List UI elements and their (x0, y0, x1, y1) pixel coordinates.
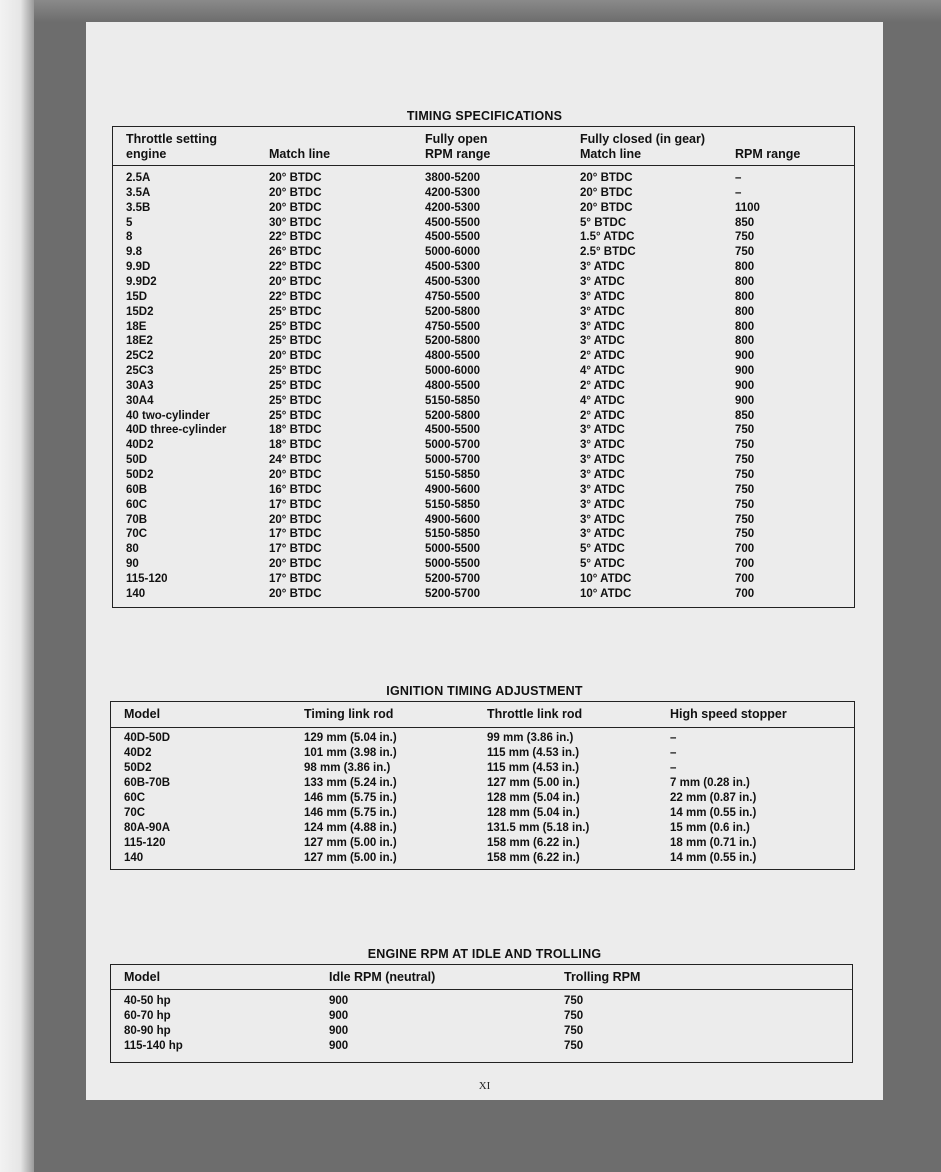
table-cell: 20° BTDC (269, 558, 322, 571)
table-cell: 70C (124, 807, 146, 819)
ignition-table (110, 701, 855, 870)
header-high-speed-stopper: High speed stopper (670, 707, 787, 721)
table-cell: 70B (126, 513, 148, 526)
table-row (113, 276, 854, 291)
table-cell: 20° BTDC (269, 469, 322, 481)
table-cell: 900 (735, 350, 755, 363)
table-row (113, 439, 854, 454)
table-cell: 14 mm (0.55 in.) (670, 852, 757, 864)
table-row (111, 792, 854, 807)
table-cell: 3° ATDC (580, 483, 625, 496)
table-cell: 20° BTDC (580, 172, 633, 184)
table-cell: 40-50 hp (124, 995, 171, 1007)
table-cell: 22 mm (0.87 in.) (670, 792, 757, 804)
idle-table-title: ENGINE RPM AT IDLE AND TROLLING (367, 947, 602, 961)
table-cell: 1.5° ATDC (580, 231, 635, 244)
table-cell: 7 mm (0.28 in.) (670, 777, 750, 789)
table-row (113, 469, 854, 484)
table-cell: 3° ATDC (580, 335, 625, 348)
table-cell: 900 (329, 1040, 349, 1052)
table-cell: – (670, 732, 677, 744)
table-cell: 146 mm (5.75 in.) (304, 807, 397, 819)
table-row (113, 231, 854, 246)
table-cell: 2° ATDC (580, 379, 625, 392)
table-cell: 3° ATDC (580, 528, 625, 541)
table-cell: – (670, 747, 677, 759)
table-cell: 5° ATDC (580, 543, 625, 556)
table-cell: 700 (735, 558, 755, 571)
table-cell: 4500-5300 (425, 275, 480, 288)
table-cell: 115 mm (4.53 in.) (487, 762, 580, 774)
table-cell: 9.9D (126, 261, 151, 274)
table-row (113, 291, 854, 306)
table-cell: 2° ATDC (580, 350, 625, 363)
table-cell: 60C (126, 498, 148, 511)
table-cell: 22° BTDC (269, 290, 322, 303)
table-row (113, 365, 854, 380)
table-cell: 60B-70B (124, 777, 171, 789)
table-cell: – (735, 172, 742, 184)
table-row (111, 995, 852, 1010)
table-cell: 750 (564, 1025, 584, 1037)
table-cell: 5° BTDC (580, 216, 627, 229)
table-row (113, 261, 854, 276)
table-cell: 133 mm (5.24 in.) (304, 777, 397, 789)
table-cell: 750 (735, 424, 755, 437)
table-cell: 5150-5850 (425, 469, 480, 481)
table-row (113, 528, 854, 543)
table-cell: 3° ATDC (580, 424, 625, 437)
table-row (113, 410, 854, 425)
table-cell: 10° ATDC (580, 587, 632, 600)
table-cell: 18E2 (126, 335, 153, 348)
table-cell: 5000-5500 (425, 558, 480, 571)
table-cell: 4900-5600 (425, 513, 480, 526)
table-cell: 9.9D2 (126, 275, 157, 288)
table-cell: 30A4 (126, 394, 154, 407)
table-cell: 22° BTDC (269, 261, 322, 274)
table-cell: 20° BTDC (269, 201, 322, 214)
table-cell: 25° BTDC (269, 394, 322, 407)
table-cell: 20° BTDC (269, 186, 322, 199)
table-cell: 5000-6000 (425, 246, 480, 259)
table-cell: 4° ATDC (580, 394, 625, 407)
table-cell: 98 mm (3.86 in.) (304, 762, 391, 774)
header-timing-link-rod: Timing link rod (304, 707, 394, 721)
table-cell: 15 mm (0.6 in.) (670, 822, 750, 834)
table-cell: 3° ATDC (580, 498, 625, 511)
table-row (113, 306, 854, 321)
table-cell: 20° BTDC (580, 186, 633, 199)
table-row (111, 747, 854, 762)
table-cell: 40D2 (124, 747, 152, 759)
table-cell: 5000-6000 (425, 365, 480, 378)
table-row (113, 454, 854, 469)
table-cell: 158 mm (6.22 in.) (487, 837, 580, 849)
table-cell: 10° ATDC (580, 572, 632, 585)
document-page (86, 22, 883, 1100)
table-cell: 750 (735, 469, 755, 481)
table-cell: 750 (735, 513, 755, 526)
table-cell: 30° BTDC (269, 216, 322, 229)
table-cell: 40D2 (126, 439, 154, 452)
table-cell: 115 mm (4.53 in.) (487, 747, 580, 759)
table-cell: 158 mm (6.22 in.) (487, 852, 580, 864)
table-cell: 9.8 (126, 246, 142, 259)
table-cell: 800 (735, 261, 755, 274)
table-cell: 60B (126, 483, 148, 496)
table-cell: 90 (126, 558, 139, 571)
table-cell: 129 mm (5.04 in.) (304, 732, 397, 744)
table-cell: 127 mm (5.00 in.) (304, 837, 397, 849)
table-row (111, 1010, 852, 1025)
table-cell: 50D2 (124, 762, 152, 774)
table-cell: 18° BTDC (269, 439, 322, 452)
table-cell: 800 (735, 335, 755, 348)
table-cell: 22° BTDC (269, 231, 322, 244)
table-row (113, 321, 854, 336)
table-cell: 800 (735, 305, 755, 318)
table-row (113, 573, 854, 588)
page-number: XI (478, 1080, 491, 1092)
table-cell: 25° BTDC (269, 320, 322, 333)
table-cell: 40 two-cylinder (126, 409, 210, 422)
table-cell: 20° BTDC (269, 350, 322, 363)
table-cell: 5000-5700 (425, 439, 480, 452)
table-cell: 700 (735, 572, 755, 585)
timing-table-header (113, 127, 854, 166)
table-row (113, 424, 854, 439)
table-cell: 3.5B (126, 201, 151, 214)
table-cell: 128 mm (5.04 in.) (487, 807, 580, 819)
table-cell: 750 (735, 498, 755, 511)
table-cell: 4750-5500 (425, 290, 480, 303)
header-model: Model (124, 970, 161, 984)
table-cell: 750 (735, 439, 755, 452)
table-cell: 750 (564, 995, 584, 1007)
table-cell: 80 (126, 543, 139, 556)
table-cell: 5200-5700 (425, 572, 480, 585)
table-cell: 127 mm (5.00 in.) (304, 852, 397, 864)
table-cell: 3° ATDC (580, 275, 625, 288)
table-cell: 3° ATDC (580, 439, 625, 452)
header-rpm-range-closed: RPM range (735, 147, 801, 161)
table-cell: 15D (126, 290, 148, 303)
table-cell: 124 mm (4.88 in.) (304, 822, 397, 834)
table-row (111, 807, 854, 822)
header-throttle-link-rod: Throttle link rod (487, 707, 583, 721)
ignition-table-header (111, 702, 854, 728)
table-cell: 3° ATDC (580, 513, 625, 526)
table-cell: 2.5° BTDC (580, 246, 636, 259)
table-cell: 4° ATDC (580, 365, 625, 378)
table-row (113, 187, 854, 202)
table-row (113, 202, 854, 217)
table-row (111, 1025, 852, 1040)
table-cell: 115-140 hp (124, 1040, 183, 1052)
table-cell: 80A-90A (124, 822, 171, 834)
table-cell: 3° ATDC (580, 320, 625, 333)
table-cell: 750 (564, 1040, 584, 1052)
header-model: Model (124, 707, 161, 721)
table-cell: 25° BTDC (269, 379, 322, 392)
table-cell: 3° ATDC (580, 454, 625, 467)
scan-top-edge (34, 0, 941, 22)
table-cell: 146 mm (5.75 in.) (304, 792, 397, 804)
table-cell: 850 (735, 216, 755, 229)
table-row (113, 395, 854, 410)
table-cell: 900 (329, 1025, 349, 1037)
table-cell: 128 mm (5.04 in.) (487, 792, 580, 804)
table-cell: 4500-5300 (425, 261, 480, 274)
scan-edge (0, 0, 34, 1172)
table-row (113, 588, 854, 603)
table-cell: 3.5A (126, 186, 151, 199)
table-cell: 20° BTDC (269, 275, 322, 288)
table-cell: 25° BTDC (269, 335, 322, 348)
table-cell: 2.5A (126, 172, 151, 184)
table-row (111, 777, 854, 792)
table-cell: 5200-5800 (425, 305, 480, 318)
table-cell: 99 mm (3.86 in.) (487, 732, 574, 744)
table-cell: 127 mm (5.00 in.) (487, 777, 580, 789)
table-cell: 20° BTDC (269, 587, 322, 600)
table-cell: 5150-5850 (425, 498, 480, 511)
table-cell: 750 (735, 528, 755, 541)
table-cell: 5200-5800 (425, 335, 480, 348)
table-cell: 3° ATDC (580, 290, 625, 303)
table-cell: 25° BTDC (269, 409, 322, 422)
table-cell: 20° BTDC (269, 172, 322, 184)
header-idle-rpm: Idle RPM (neutral) (329, 970, 436, 984)
table-cell: 5 (126, 216, 133, 229)
table-cell: 4500-5500 (425, 231, 480, 244)
table-cell: 900 (329, 1010, 349, 1022)
table-cell: 17° BTDC (269, 572, 322, 585)
timing-table-title: TIMING SPECIFICATIONS (406, 109, 563, 123)
table-cell: 700 (735, 587, 755, 600)
table-cell: 4800-5500 (425, 379, 480, 392)
table-cell: – (735, 186, 742, 199)
idle-table-header (111, 965, 852, 990)
table-cell: 4900-5600 (425, 483, 480, 496)
table-cell: 70C (126, 528, 148, 541)
table-row (113, 172, 854, 187)
table-cell: 5000-5500 (425, 543, 480, 556)
table-cell: 4500-5500 (425, 216, 480, 229)
table-cell: 18° BTDC (269, 424, 322, 437)
table-cell: 800 (735, 290, 755, 303)
table-cell: 16° BTDC (269, 483, 322, 496)
table-cell: 800 (735, 320, 755, 333)
table-cell: 4200-5300 (425, 201, 480, 214)
table-cell: 50D2 (126, 469, 154, 481)
header-trolling-rpm: Trolling RPM (564, 970, 641, 984)
table-cell: 30A3 (126, 379, 154, 392)
table-row (113, 484, 854, 499)
table-cell: 3800-5200 (425, 172, 480, 184)
table-cell: 750 (735, 231, 755, 244)
table-cell: 750 (735, 483, 755, 496)
table-cell: 5200-5800 (425, 409, 480, 422)
table-cell: 5° ATDC (580, 558, 625, 571)
table-cell: 800 (735, 275, 755, 288)
table-cell: 25C3 (126, 365, 154, 378)
table-cell: 900 (735, 379, 755, 392)
table-row (113, 499, 854, 514)
table-row (113, 335, 854, 350)
table-cell: 26° BTDC (269, 246, 322, 259)
table-cell: 140 (126, 587, 146, 600)
table-cell: 50D (126, 454, 148, 467)
table-cell: 2° ATDC (580, 409, 625, 422)
table-cell: 4200-5300 (425, 186, 480, 199)
table-cell: 700 (735, 543, 755, 556)
table-cell: 25° BTDC (269, 365, 322, 378)
table-cell: – (670, 762, 677, 774)
table-cell: 3° ATDC (580, 305, 625, 318)
table-cell: 750 (735, 246, 755, 259)
table-row (113, 514, 854, 529)
table-cell: 24° BTDC (269, 454, 322, 467)
table-cell: 5000-5700 (425, 454, 480, 467)
table-cell: 60-70 hp (124, 1010, 171, 1022)
table-cell: 20° BTDC (269, 513, 322, 526)
table-row (113, 246, 854, 261)
table-cell: 14 mm (0.55 in.) (670, 807, 757, 819)
table-row (111, 837, 854, 852)
table-cell: 900 (735, 394, 755, 407)
table-cell: 20° BTDC (580, 201, 633, 214)
table-cell: 18 mm (0.71 in.) (670, 837, 757, 849)
table-cell: 101 mm (3.98 in.) (304, 747, 397, 759)
table-cell: 3° ATDC (580, 261, 625, 274)
ignition-table-title: IGNITION TIMING ADJUSTMENT (386, 684, 583, 698)
table-row (111, 762, 854, 777)
table-row (111, 1040, 852, 1055)
table-row (111, 732, 854, 747)
table-cell: 17° BTDC (269, 543, 322, 556)
table-cell: 40D-50D (124, 732, 171, 744)
table-row (111, 852, 854, 867)
header-fully-closed: Fully closed (in gear) Match line (580, 132, 706, 161)
table-cell: 850 (735, 409, 755, 422)
table-cell: 17° BTDC (269, 498, 322, 511)
table-cell: 750 (564, 1010, 584, 1022)
table-cell: 60C (124, 792, 146, 804)
table-cell: 140 (124, 852, 144, 864)
table-cell: 4750-5500 (425, 320, 480, 333)
table-cell: 18E (126, 320, 147, 333)
table-row (111, 822, 854, 837)
table-row (113, 217, 854, 232)
table-cell: 40D three-cylinder (126, 424, 227, 437)
table-row (113, 558, 854, 573)
header-fully-open: Fully open RPM range (425, 132, 491, 161)
table-cell: 8 (126, 231, 133, 244)
table-cell: 25° BTDC (269, 305, 322, 318)
table-cell: 3° ATDC (580, 469, 625, 481)
table-cell: 5150-5850 (425, 528, 480, 541)
idle-table (110, 964, 853, 1063)
table-cell: 115-120 (124, 837, 166, 849)
table-cell: 5150-5850 (425, 394, 480, 407)
header-match-line-open: Match line (269, 147, 331, 161)
table-cell: 115-120 (126, 572, 168, 585)
table-cell: 4500-5500 (425, 424, 480, 437)
table-row (113, 543, 854, 558)
table-cell: 900 (735, 365, 755, 378)
table-cell: 750 (735, 454, 755, 467)
table-cell: 25C2 (126, 350, 154, 363)
table-cell: 131.5 mm (5.18 in.) (487, 822, 590, 834)
timing-table (112, 126, 855, 608)
table-cell: 17° BTDC (269, 528, 322, 541)
table-cell: 1100 (735, 201, 760, 214)
table-cell: 900 (329, 995, 349, 1007)
table-row (113, 380, 854, 395)
table-cell: 80-90 hp (124, 1025, 171, 1037)
table-cell: 4800-5500 (425, 350, 480, 363)
table-cell: 15D2 (126, 305, 154, 318)
header-engine: Throttle setting engine (126, 132, 217, 161)
table-row (113, 350, 854, 365)
table-cell: 5200-5700 (425, 587, 480, 600)
